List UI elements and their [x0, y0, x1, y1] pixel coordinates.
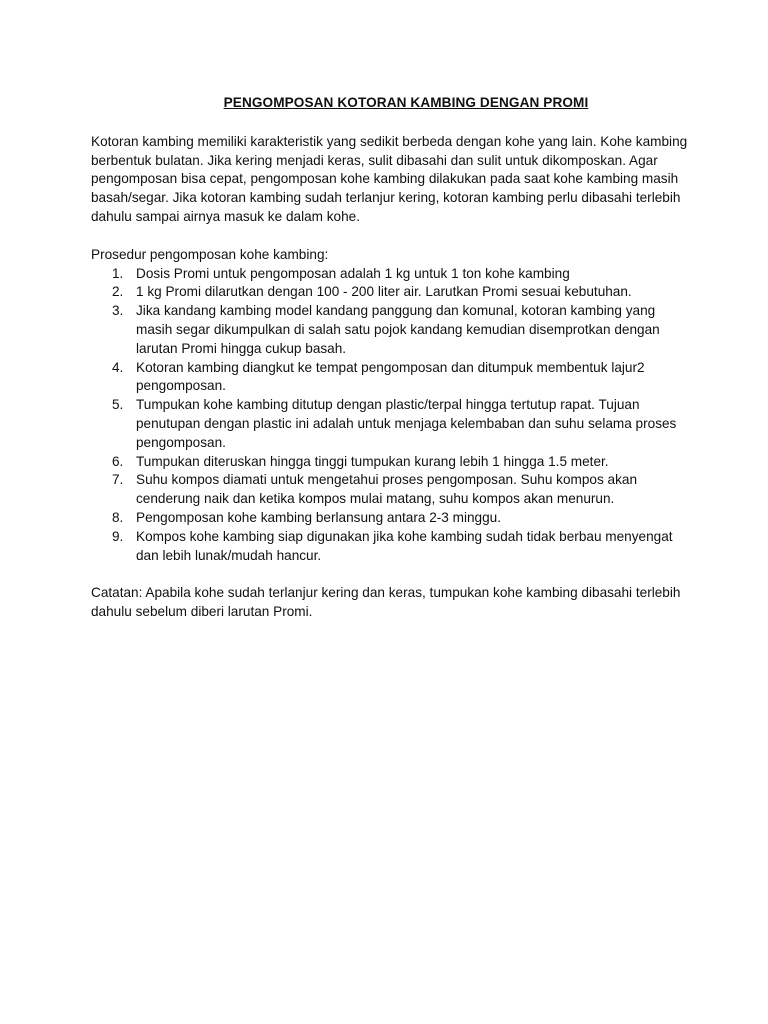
- procedure-step: [91, 528, 691, 566]
- step-number: 3.: [112, 303, 124, 319]
- step-text: Kompos kohe kambing siap digunakan jika kohe kambing sudah tidak berbau menyengat dan lebih lunak/mudah hancur.: [136, 528, 673, 563]
- procedure-step: [91, 396, 691, 452]
- step-number: 5.: [112, 397, 124, 413]
- step-number: 1.: [112, 265, 124, 281]
- step-text: Suhu kompos diamati untuk mengetahui proses pengomposan. Suhu kompos akan cenderung naik dan ketika kompos mulai matang, suhu kompos akan menurun.: [136, 472, 638, 507]
- document-title: PENGOMPOSAN KOTORAN KAMBING DENGAN PROMI: [223, 95, 589, 110]
- step-text: Kotoran kambing diangkut ke tempat pengomposan dan ditumpuk membentuk lajur2 pengomposan.: [136, 359, 645, 394]
- procedure-step: [91, 471, 691, 509]
- step-text: Jika kandang kambing model kandang panggung dan komunal, kotoran kambing yang masih segar dikumpulkan di salah satu pojok kandang kemudian disemprotkan dengan larutan Promi hingga cukup basah.: [136, 303, 660, 356]
- step-text: Pengomposan kohe kambing berlansung antara 2-3 minggu.: [136, 509, 502, 525]
- step-number: 9.: [112, 528, 124, 544]
- procedure-step: [91, 283, 691, 302]
- step-text: Dosis Promi untuk pengomposan adalah 1 kg untuk 1 ton kohe kambing: [136, 265, 570, 281]
- step-number: 6.: [112, 453, 124, 469]
- step-text: 1 kg Promi dilarutkan dengan 100 - 200 liter air. Larutkan Promi sesuai kebutuhan.: [136, 284, 632, 300]
- step-number: 7.: [112, 472, 124, 488]
- procedure-steps-list: [91, 265, 691, 566]
- procedure-step: [91, 509, 691, 528]
- step-text: Tumpukan diteruskan hingga tinggi tumpukan kurang lebih 1 hingga 1.5 meter.: [136, 453, 609, 469]
- procedure-heading: Prosedur pengomposan kohe kambing:: [91, 246, 329, 262]
- step-number: 2.: [112, 284, 124, 300]
- procedure-step: [91, 302, 691, 358]
- intro-paragraph: Kotoran kambing memiliki karakteristik yang sedikit berbeda dengan kohe yang lain. Kohe kambing berbentuk bulatan. Jika kering menjadi keras, sulit dibasahi dan sulit untuk dikomposkan. Agar pengomposan bisa cepat, pengomposan kohe kambing dilakukan pada saat kohe kambing masih basah/segar. Jika kotoran kambing sudah terlanjur kering, kotoran kambing perlu dibasahi terlebih dahulu sampai airnya masuk ke dalam kohe.: [91, 133, 688, 224]
- note-paragraph: Catatan: Apabila kohe sudah terlanjur kering dan keras, tumpukan kohe kambing dibasahi terlebih dahulu sebelum diberi larutan Promi.: [91, 585, 681, 620]
- procedure-step: [91, 265, 691, 284]
- step-text: Tumpukan kohe kambing ditutup dengan plastic/terpal hingga tertutup rapat. Tujuan penutupan dengan plastic ini adalah untuk menjaga kelembaban dan suhu selama proses pengomposan.: [136, 397, 677, 450]
- step-number: 4.: [112, 359, 124, 375]
- procedure-step: [91, 453, 691, 472]
- procedure-step: [91, 359, 691, 397]
- document-body: [91, 94, 691, 622]
- step-number: 8.: [112, 509, 124, 525]
